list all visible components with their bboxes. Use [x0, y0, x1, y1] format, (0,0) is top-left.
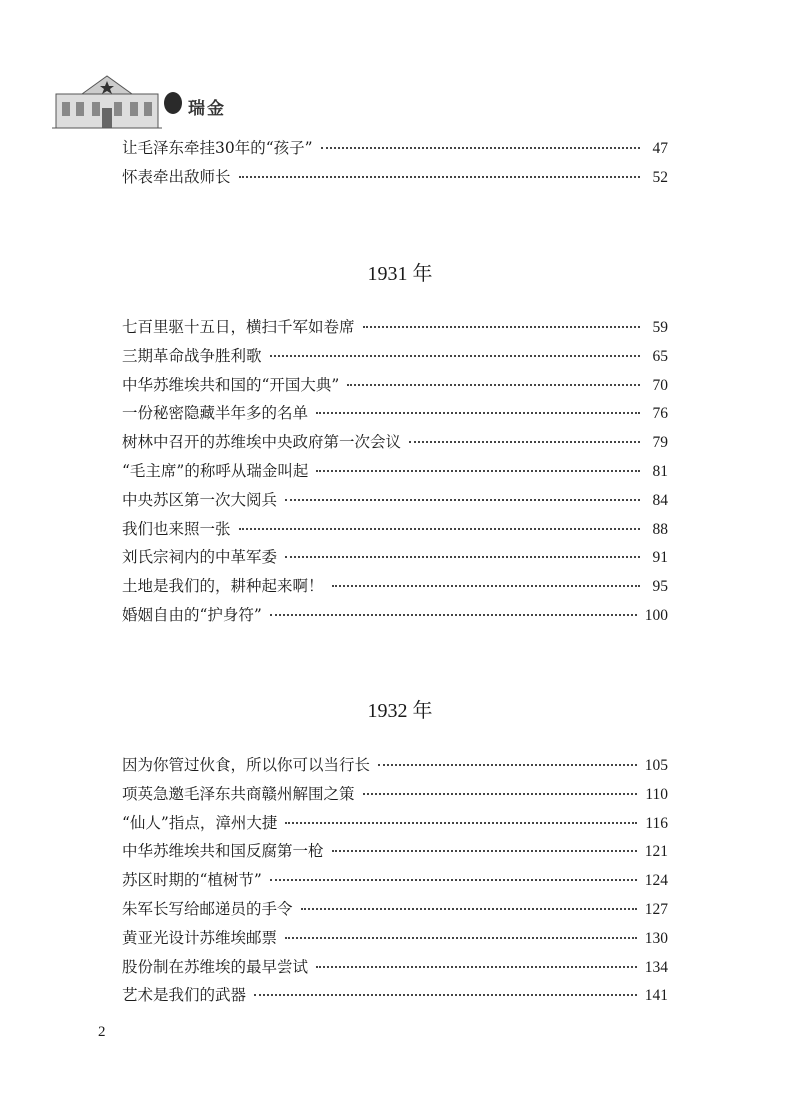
entry-title: 怀表牵出敌师长 — [122, 167, 231, 186]
entry-title: 刘氏宗祠内的中革军委 — [122, 548, 278, 567]
toc-entry[interactable] — [122, 782, 668, 811]
leader-dots — [409, 440, 640, 443]
leader-dots — [316, 965, 637, 968]
toc-group-2 — [122, 315, 668, 632]
entry-title: 项英急邀毛泽东共商赣州解围之策 — [122, 784, 355, 803]
entry-title: “毛主席”的称呼从瑞金叫起 — [122, 461, 309, 480]
entry-page: 84 — [652, 491, 668, 509]
entry-title: 土地是我们的，耕种起来啊！ — [122, 577, 324, 596]
toc-entry[interactable] — [122, 545, 668, 574]
toc-entry[interactable] — [122, 401, 668, 430]
leader-dots — [332, 849, 637, 852]
leader-dots — [285, 936, 637, 939]
entry-title: 黄亚光设计苏维埃邮票 — [122, 928, 278, 947]
toc-entry[interactable] — [122, 136, 668, 165]
entry-title: 七百里驱十五日，横扫千军如卷席 — [122, 318, 355, 336]
entry-title: 三期革命战争胜利歌 — [122, 346, 262, 365]
entry-title: 一份秘密隐藏半年多的名单 — [122, 404, 309, 423]
entry-title: 苏区时期的“植树节” — [122, 871, 262, 890]
entry-page: 81 — [652, 462, 668, 480]
entry-page: 47 — [652, 140, 668, 157]
toc-entry[interactable] — [122, 897, 668, 926]
toc-group-1 — [122, 136, 668, 194]
toc-entry[interactable] — [122, 926, 668, 955]
entry-page: 59 — [652, 319, 668, 336]
toc-entry[interactable] — [122, 165, 668, 194]
leader-dots — [270, 613, 637, 616]
leader-dots — [285, 821, 637, 824]
entry-title: 中华苏维埃共和国的“开国大典” — [122, 375, 340, 394]
header-title: 瑞金 — [188, 99, 226, 119]
toc-entry[interactable] — [122, 459, 668, 488]
toc-entry[interactable] — [122, 517, 668, 546]
entry-title: 树林中召开的苏维埃中央政府第一次会议 — [122, 433, 402, 452]
entry-page: 88 — [652, 520, 668, 538]
toc-entry[interactable] — [122, 983, 668, 1012]
leader-dots — [239, 175, 640, 178]
toc-entry[interactable] — [122, 373, 668, 402]
leader-dots — [316, 469, 640, 472]
leader-dots — [363, 792, 638, 795]
entry-title: 因为你管过伙食，所以你可以当行长 — [122, 756, 371, 774]
entry-page: 100 — [644, 606, 668, 624]
leader-dots — [285, 498, 640, 501]
entry-page: 121 — [644, 843, 668, 861]
page-number: 2 — [98, 1024, 106, 1040]
leader-dots — [347, 383, 640, 386]
leader-dots — [378, 763, 637, 766]
entry-page: 52 — [652, 168, 668, 186]
toc-entry[interactable] — [122, 430, 668, 459]
leader-dots — [270, 878, 637, 881]
entry-title: 朱军长写给邮递员的手令 — [122, 899, 293, 918]
toc-entry[interactable] — [122, 574, 668, 603]
entry-page: 105 — [644, 757, 668, 774]
toc-entry[interactable] — [122, 344, 668, 373]
entry-page: 91 — [652, 549, 668, 567]
leader-dots — [301, 907, 637, 910]
entry-page: 141 — [644, 987, 668, 1005]
entry-page: 76 — [652, 405, 668, 423]
toc-entry[interactable] — [122, 603, 668, 632]
leader-dots — [316, 411, 640, 414]
entry-title: 中央苏区第一次大阅兵 — [122, 490, 278, 509]
entry-title: 中华苏维埃共和国反腐第一枪 — [122, 842, 324, 861]
entry-page: 134 — [644, 958, 668, 976]
leader-dots — [254, 993, 637, 996]
toc-entry[interactable] — [122, 868, 668, 897]
leader-dots — [270, 354, 640, 357]
entry-title: 艺术是我们的武器 — [122, 986, 247, 1005]
entry-title: 股份制在苏维埃的最早尝试 — [122, 957, 309, 976]
entry-title: “仙人”指点，漳州大捷 — [122, 813, 278, 832]
toc-entry[interactable] — [122, 488, 668, 517]
leader-dots — [321, 146, 640, 149]
entry-page: 70 — [652, 376, 668, 394]
toc-entry[interactable] — [122, 811, 668, 840]
toc-entry[interactable] — [122, 955, 668, 984]
leader-dots — [239, 527, 640, 530]
toc-entry[interactable] — [122, 839, 668, 868]
toc-entry[interactable] — [122, 753, 668, 782]
toc-group-3 — [122, 753, 668, 1012]
entry-title: 婚姻自由的“护身符” — [122, 605, 262, 624]
entry-page: 65 — [652, 347, 668, 365]
leader-dots — [285, 555, 640, 558]
leader-dots — [363, 325, 640, 328]
year-heading: 1931 年 — [367, 263, 433, 285]
entry-page: 79 — [652, 434, 668, 452]
building-illustration-icon — [52, 72, 162, 132]
leader-dots — [332, 584, 640, 587]
seal-icon — [164, 92, 182, 114]
entry-title: 让毛泽东牵挂30年的“孩子” — [122, 139, 313, 157]
entry-page: 116 — [645, 814, 668, 832]
toc-entry[interactable] — [122, 315, 668, 344]
entry-page: 95 — [652, 578, 668, 596]
entry-page: 110 — [645, 785, 668, 803]
entry-page: 124 — [644, 872, 668, 890]
entry-title: 我们也来照一张 — [122, 519, 231, 538]
year-heading: 1932 年 — [367, 700, 433, 722]
entry-page: 130 — [644, 929, 668, 947]
entry-page: 127 — [644, 900, 668, 918]
running-header — [52, 72, 352, 132]
